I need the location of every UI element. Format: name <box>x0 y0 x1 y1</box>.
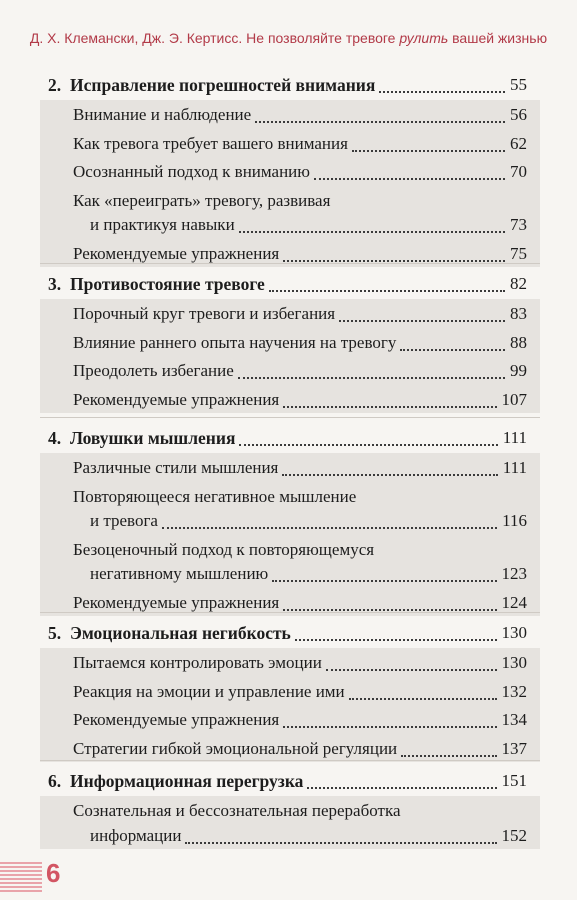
section-entry <box>0 508 577 534</box>
toc-entry-title: Порочный круг тревоги и избегания <box>73 304 336 323</box>
section-entry <box>0 823 577 849</box>
toc-entry-title: Осознанный подход к вниманию <box>73 162 310 181</box>
toc-entry-title: Рекомендуемые упражнения <box>73 389 280 409</box>
running-head-italic: рулить <box>399 30 449 46</box>
toc-entry-title: Как «переиграть» тревогу, развивая <box>73 190 331 210</box>
toc-page-number: 99 <box>510 361 527 380</box>
toc-entry-title: Рекомендуемые упражнения <box>73 243 280 263</box>
dot-leader <box>239 205 505 233</box>
toc-entry-title: Влияние раннего опыта научения на тревогу <box>73 332 397 352</box>
folio-stripes <box>0 862 42 892</box>
toc-entry-title: Рекомендуемые упражнения <box>73 710 280 729</box>
dot-leader <box>295 613 497 641</box>
dot-leader <box>162 501 497 529</box>
toc-entry-title: Сознательная и бессознательная переработка <box>73 801 401 820</box>
chapter-number: 3. <box>48 274 62 294</box>
chapter-number: 6. <box>48 771 62 791</box>
toc-page-number: 70 <box>510 162 527 181</box>
chapter-heading <box>0 768 577 794</box>
toc-page-number: 123 <box>501 564 527 583</box>
section-entry <box>0 159 577 185</box>
chapter-number: 5. <box>48 623 62 643</box>
toc-page-number: 88 <box>510 332 527 352</box>
toc-page-number: 55 <box>510 75 527 94</box>
dot-leader <box>339 294 505 322</box>
toc-page-number: 116 <box>502 511 527 530</box>
toc-page-number: 62 <box>510 133 527 153</box>
toc-page-number: 56 <box>510 105 527 124</box>
toc-page-number: 130 <box>501 653 527 672</box>
toc-page-number: 111 <box>502 458 527 477</box>
toc-page-number: 151 <box>501 771 527 790</box>
toc-entry-title: Повторяющееся негативное мышление <box>73 486 357 506</box>
section-entry <box>0 455 577 481</box>
dot-leader <box>283 234 505 262</box>
toc-page-number: 132 <box>501 681 527 701</box>
dot-leader <box>349 672 497 700</box>
toc-page-number: 107 <box>501 389 527 409</box>
dot-leader <box>269 264 505 292</box>
toc-entry-title: информации <box>90 825 182 845</box>
dot-leader <box>283 700 496 728</box>
dot-leader <box>379 65 505 93</box>
dot-leader <box>401 729 496 757</box>
dot-leader <box>282 448 497 476</box>
dot-leader <box>283 583 496 611</box>
page-folio <box>0 858 61 892</box>
chapter-number: 4. <box>48 428 62 448</box>
toc-entry-title: Ловушки мышления <box>70 428 236 448</box>
toc-entry-title: и тревога <box>90 511 158 530</box>
toc-page-number: 152 <box>501 825 527 845</box>
dot-leader <box>400 323 505 351</box>
toc-page-number: 83 <box>510 304 527 323</box>
toc-entry-title: Внимание и наблюдение <box>73 105 252 124</box>
toc-entry-title: Стратегии гибкой эмоциональной регуляции <box>73 738 398 758</box>
section-entry <box>0 736 577 762</box>
toc-entry-title: Различные стили мышления <box>73 458 279 477</box>
toc-entry-title: Исправление погрешностей внимания <box>70 75 376 95</box>
chapter-number: 2. <box>48 75 62 95</box>
dot-leader <box>272 554 496 582</box>
toc-page-number: 111 <box>502 428 527 447</box>
toc-entry-title: Рекомендуемые упражнения <box>73 592 280 612</box>
toc-entry-title: Эмоциональная негибкость <box>70 623 291 643</box>
dot-leader <box>307 761 496 789</box>
toc-entry-title: Как тревога требует вашего внимания <box>73 133 348 153</box>
toc-page-number: 73 <box>510 215 527 234</box>
running-head <box>0 30 577 46</box>
dot-leader <box>185 816 496 844</box>
toc-entry-title: Противостояние тревоге <box>70 274 265 294</box>
toc-page-number: 137 <box>501 738 527 758</box>
toc-entry-title: Реакция на эмоции и управление ими <box>73 681 345 701</box>
toc-page-number: 82 <box>510 274 527 293</box>
section-entry <box>0 387 577 413</box>
running-head-suffix: вашей жизнью <box>448 30 548 46</box>
toc-page-number: 134 <box>501 710 527 729</box>
toc-page-number: 75 <box>510 243 527 263</box>
toc-entry-title: Преодолеть избегание <box>73 361 234 380</box>
toc-entry-title: Информационная перегрузка <box>70 771 304 791</box>
toc-entry-title: Пытаемся контролировать эмоции <box>73 653 322 672</box>
dot-leader <box>314 152 505 180</box>
page-number: 6 <box>46 858 61 888</box>
dot-leader <box>352 124 505 152</box>
toc-page-number: 124 <box>501 592 527 612</box>
dot-leader <box>255 95 505 123</box>
dot-leader <box>283 380 496 408</box>
dot-leader <box>238 351 505 379</box>
toc-entry-title: негативному мышлению <box>90 564 269 583</box>
dot-leader <box>326 643 497 671</box>
toc-page-number: 130 <box>501 623 527 642</box>
running-head-prefix: Д. Х. Клемански, Дж. Э. Кертисс. Не позволяйте тревоге <box>29 30 400 46</box>
dot-leader <box>239 418 497 446</box>
toc-entry-title: и практикуя навыки <box>90 215 235 234</box>
toc-entry-title: Безоценочный подход к повторяющемуся <box>73 539 375 559</box>
